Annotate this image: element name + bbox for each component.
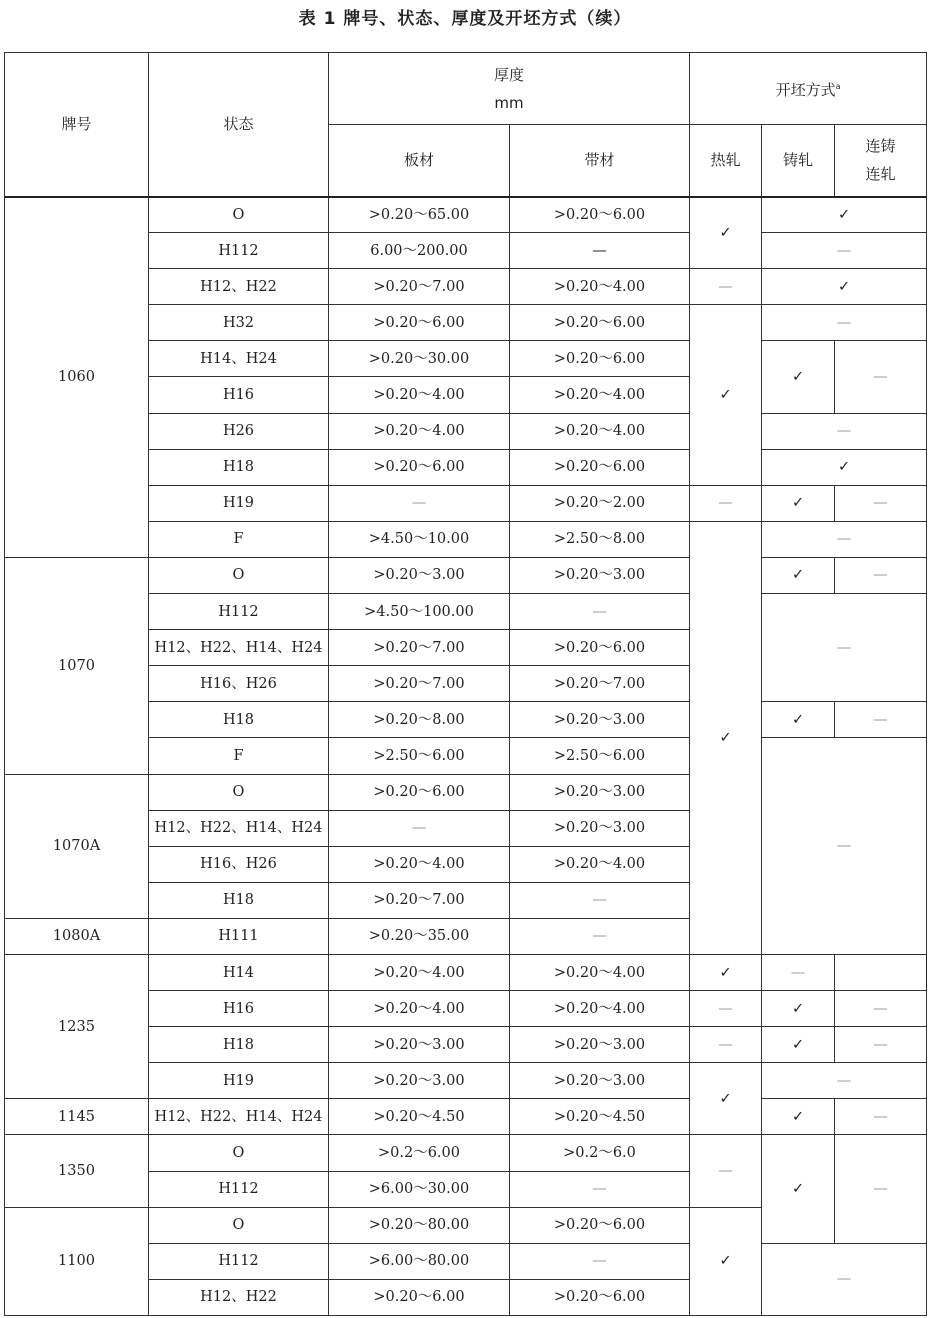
strip-cell: >0.20～6.00 (510, 197, 690, 233)
state-cell: H14、H24 (149, 341, 329, 377)
strip-cell: — (510, 918, 690, 954)
state-cell: H32 (149, 305, 329, 341)
plate-cell: >6.00～80.00 (329, 1243, 510, 1279)
strip-cell: >0.20～4.00 (510, 846, 690, 882)
state-cell: O (149, 1135, 329, 1171)
plate-cell: >4.50～100.00 (329, 594, 510, 630)
cast-rolling-check: ✓ (762, 1027, 835, 1063)
plate-cell: >0.20～4.00 (329, 954, 510, 990)
state-cell: H18 (149, 702, 329, 738)
plate-cell: 6.00～200.00 (329, 233, 510, 269)
cast-continuous-check: ✓ (762, 449, 927, 485)
state-cell: O (149, 197, 329, 233)
state-cell: H112 (149, 1243, 329, 1279)
header-plate: 板材 (329, 125, 510, 197)
cast-rolling-check: ✓ (762, 991, 835, 1027)
header-thickness (329, 53, 690, 125)
strip-cell: >2.50～6.00 (510, 738, 690, 774)
hot-rolling-dash: — (690, 485, 762, 521)
strip-cell: — (510, 882, 690, 918)
cast-rolling-check: ✓ (762, 702, 835, 738)
strip-cell: >2.50～8.00 (510, 521, 690, 557)
plate-cell: >0.20～3.00 (329, 1027, 510, 1063)
table-title: 表 1 牌号、状态、厚度及开坯方式（续） (298, 9, 632, 29)
strip-cell: >0.20～3.00 (510, 1027, 690, 1063)
hot-rolling-check: ✓ (690, 305, 762, 485)
header-method (690, 53, 927, 125)
method-footnote: a (835, 82, 841, 91)
thickness-label: 厚度 (494, 65, 525, 84)
plate-cell: — (329, 485, 510, 521)
strip-cell: >0.20～6.00 (510, 341, 690, 377)
cast-continuous-check: ✓ (762, 197, 927, 233)
cast-continuous-dash: — (762, 1243, 927, 1315)
state-cell: H112 (149, 233, 329, 269)
continuous-dash: — (835, 1099, 927, 1135)
strip-cell: — (510, 1171, 690, 1207)
strip-cell: — (510, 594, 690, 630)
state-cell: H18 (149, 882, 329, 918)
plate-cell: >0.20～6.00 (329, 1279, 510, 1315)
state-cell: H12、H22、H14、H24 (149, 810, 329, 846)
state-cell: O (149, 557, 329, 593)
continuous-dash: — (835, 485, 927, 521)
strip-cell: >0.20～6.00 (510, 1207, 690, 1243)
strip-cell: — (510, 1243, 690, 1279)
continuous-dash: — (835, 1135, 927, 1243)
plate-cell: >0.20～4.00 (329, 377, 510, 413)
cast-rolling-check: ✓ (690, 954, 762, 990)
hot-rolling-dash: — (690, 269, 762, 305)
header-cast-rolling: 铸轧 (762, 125, 835, 197)
grade-cell: 1100 (5, 1207, 149, 1315)
cast-rolling-check: ✓ (762, 341, 835, 413)
plate-cell: >6.00～30.00 (329, 1171, 510, 1207)
grade-cell: 1080A (5, 918, 149, 954)
state-cell: H14 (149, 954, 329, 990)
state-cell: H16 (149, 991, 329, 1027)
grade-cell: 1145 (5, 1099, 149, 1135)
plate-cell: >2.50～6.00 (329, 738, 510, 774)
plate-cell: >0.20～7.00 (329, 269, 510, 305)
cast-continuous-dash: — (762, 594, 927, 702)
cast-rolling-check: ✓ (762, 1099, 835, 1135)
table-row (5, 197, 927, 233)
state-cell: H16 (149, 377, 329, 413)
continuous-dash: — (835, 557, 927, 593)
grade-cell: 1070 (5, 557, 149, 774)
cast-rolling-check: ✓ (762, 557, 835, 593)
continuous-dash: — (835, 991, 927, 1027)
state-cell: H111 (149, 918, 329, 954)
cast-continuous-check: ✓ (762, 269, 927, 305)
plate-cell: >0.20～7.00 (329, 630, 510, 666)
hot-rolling-dash: — (690, 1135, 762, 1207)
cast-continuous-dash: — (762, 413, 927, 449)
state-cell: H12、H22、H14、H24 (149, 1099, 329, 1135)
strip-cell: >0.20～3.00 (510, 810, 690, 846)
state-cell: H18 (149, 1027, 329, 1063)
continuous-dash: — (835, 1027, 927, 1063)
plate-cell: >0.20～65.00 (329, 197, 510, 233)
plate-cell: >0.20～6.00 (329, 305, 510, 341)
continuous-line-1: 连铸 (865, 137, 896, 156)
continuous-line-2: 连轧 (865, 165, 896, 184)
state-cell: H16、H26 (149, 846, 329, 882)
strip-cell: >0.20～3.00 (510, 1063, 690, 1099)
table-row (5, 557, 927, 593)
strip-cell: >0.20～6.00 (510, 1279, 690, 1315)
state-cell: H19 (149, 485, 329, 521)
cast-rolling-check: ✓ (762, 485, 835, 521)
header-hot-rolling: 热轧 (690, 125, 762, 197)
strip-cell: >0.20～4.00 (510, 377, 690, 413)
state-cell: H26 (149, 413, 329, 449)
cast-continuous-dash: — (762, 233, 927, 269)
header-strip: 带材 (510, 125, 690, 197)
strip-cell: >0.20～6.00 (510, 305, 690, 341)
continuous-dash: — (762, 954, 835, 990)
cast-continuous-dash: — (762, 305, 927, 341)
cast-continuous-dash: — (762, 1063, 927, 1099)
plate-cell: >0.20～3.00 (329, 1063, 510, 1099)
table-row (5, 954, 927, 990)
state-cell: F (149, 738, 329, 774)
strip-cell: >0.20～4.00 (510, 954, 690, 990)
state-cell: H18 (149, 449, 329, 485)
plate-cell: >0.20～6.00 (329, 449, 510, 485)
state-cell: O (149, 774, 329, 810)
grade-cell: 1070A (5, 774, 149, 918)
cast-continuous-dash: — (762, 521, 927, 557)
strip-cell: >0.20～4.50 (510, 1099, 690, 1135)
header-grade: 牌号 (5, 53, 149, 197)
hot-rolling-dash: — (690, 1027, 762, 1063)
plate-cell: >0.20～6.00 (329, 774, 510, 810)
header-state: 状态 (149, 53, 329, 197)
continuous-dash: — (835, 702, 927, 738)
state-cell: H112 (149, 1171, 329, 1207)
state-cell: O (149, 1207, 329, 1243)
header-continuous (835, 125, 927, 197)
cast-continuous-dash: — (762, 738, 927, 955)
strip-cell: >0.20～2.00 (510, 485, 690, 521)
thickness-unit: mm (494, 93, 524, 112)
state-cell: H12、H22 (149, 1279, 329, 1315)
strip-cell: >0.20～6.00 (510, 630, 690, 666)
method-label: 开坯方式 (775, 81, 836, 99)
strip-cell: >0.20～3.00 (510, 774, 690, 810)
state-cell: H112 (149, 594, 329, 630)
hot-rolling-check: ✓ (690, 521, 762, 954)
strip-cell: — (510, 233, 690, 269)
plate-cell: >0.20～35.00 (329, 918, 510, 954)
plate-cell: — (329, 810, 510, 846)
plate-cell: >0.20～4.50 (329, 1099, 510, 1135)
hot-rolling-check: ✓ (690, 197, 762, 269)
hot-rolling-check: ✓ (690, 1207, 762, 1315)
state-cell: H16、H26 (149, 666, 329, 702)
strip-cell: >0.20～4.00 (510, 991, 690, 1027)
strip-cell: >0.20～7.00 (510, 666, 690, 702)
cast-rolling-check: ✓ (762, 1135, 835, 1243)
plate-cell: >0.2～6.00 (329, 1135, 510, 1171)
hot-rolling-check: ✓ (690, 1063, 762, 1135)
plate-cell: >0.20～7.00 (329, 666, 510, 702)
strip-cell: >0.20～3.00 (510, 702, 690, 738)
strip-cell: >0.20～4.00 (510, 269, 690, 305)
plate-cell: >0.20～80.00 (329, 1207, 510, 1243)
plate-cell: >4.50～10.00 (329, 521, 510, 557)
continuous-dash: — (835, 341, 927, 413)
strip-cell: >0.20～4.00 (510, 413, 690, 449)
grade-cell: 1060 (5, 197, 149, 558)
plate-cell: >0.20～7.00 (329, 882, 510, 918)
plate-cell: >0.20～30.00 (329, 341, 510, 377)
plate-cell: >0.20～3.00 (329, 557, 510, 593)
plate-cell: >0.20～4.00 (329, 846, 510, 882)
strip-cell: >0.20～6.00 (510, 449, 690, 485)
hot-rolling-dash: — (690, 991, 762, 1027)
plate-cell: >0.20～4.00 (329, 413, 510, 449)
state-cell: H12、H22 (149, 269, 329, 305)
grade-cell: 1350 (5, 1135, 149, 1207)
plate-cell: >0.20～8.00 (329, 702, 510, 738)
table-row (5, 1135, 927, 1171)
strip-cell: >0.20～3.00 (510, 557, 690, 593)
grade-cell: 1235 (5, 954, 149, 1098)
alloy-table (4, 52, 927, 1316)
state-cell: H19 (149, 1063, 329, 1099)
state-cell: F (149, 521, 329, 557)
table-row (5, 1099, 927, 1135)
strip-cell: >0.2～6.0 (510, 1135, 690, 1171)
state-cell: H12、H22、H14、H24 (149, 630, 329, 666)
plate-cell: >0.20～4.00 (329, 991, 510, 1027)
